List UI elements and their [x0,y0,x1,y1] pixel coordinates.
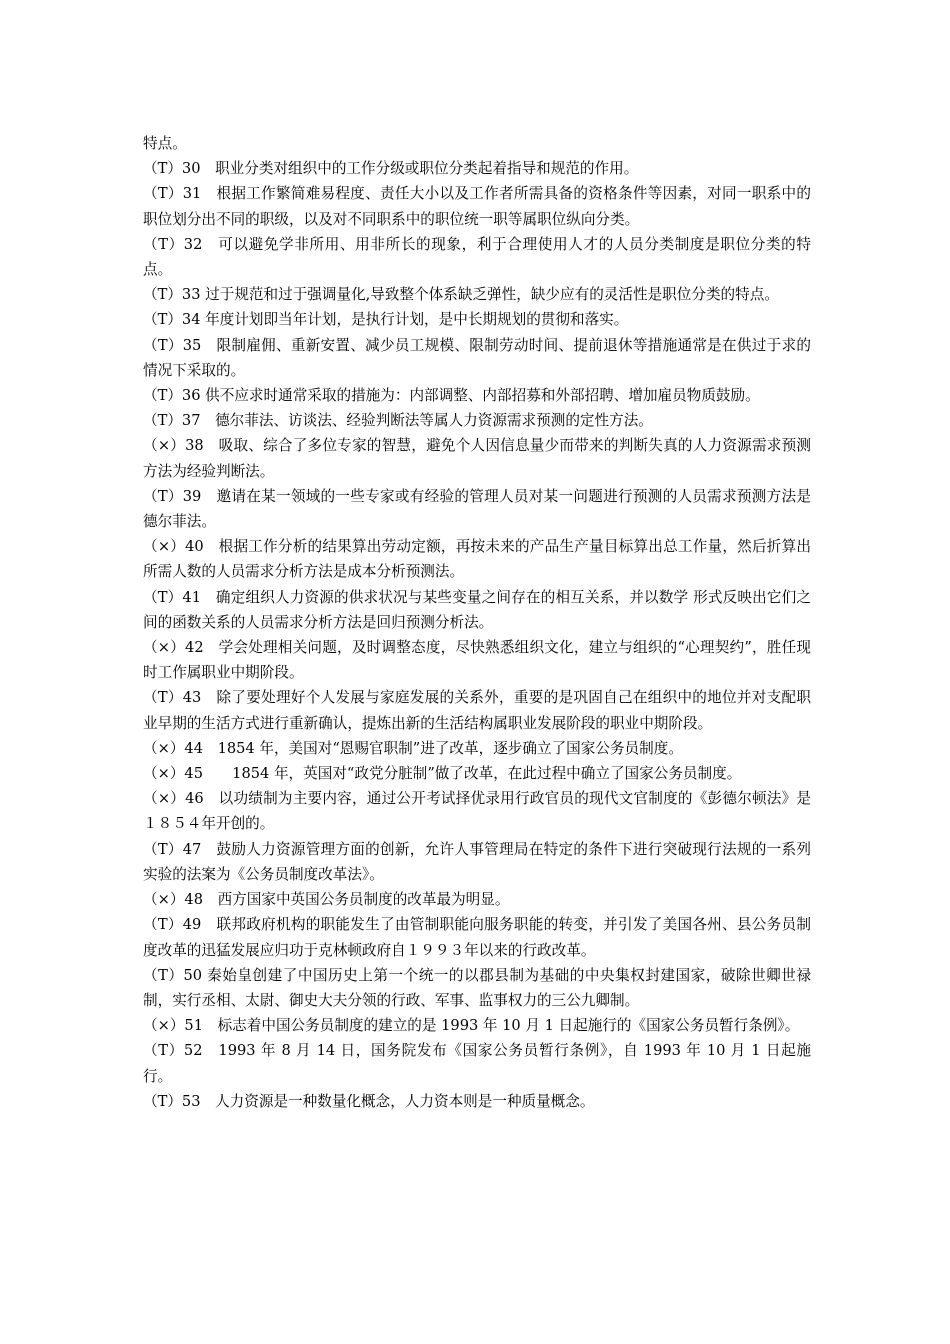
paragraph-4: （T）33 过于规范和过于强调量化,导致整个体系缺乏弹性，缺少应有的灵活性是职位分类的特点。 [143,286,779,304]
paragraph-7: （T）36 供不应求时通常采取的措施为：内部调整、内部招募和外部招聘、增加雇员物质鼓励。 [143,387,760,405]
paragraph-1: （T）30 职业分类对组织中的工作分级或职位分类起着指导和规范的作用。 [143,160,639,178]
paragraph-11: （×）40 根据工作分析的结果算出劳动定额，再按未来的产品生产量目标算出总工作量，然后折算出所需人数的人员需求分析方法是成本分析预测法。 [143,538,811,581]
paragraph-21: （T）50 秦始皇创建了中国历史上第一个统一的以郡县制为基础的中央集权封建国家，破除世卿世禄制，实行丞相、太尉、御史大夫分领的行政、军事、监事权力的三公九卿制。 [143,966,811,1009]
paragraph-16: （×）45 1854 年，英国对“政党分脏制”做了改革，在此过程中确立了国家公务员制度。 [143,765,742,783]
paragraph-18: （T）47 鼓励人力资源管理方面的创新，允许人事管理局在特定的条件下进行突破现行法规的一系列实验的法案为《公务员制度改革法》。 [143,840,811,883]
paragraph-22: （×）51 标志着中国公务员制度的建立的是 1993 年 10 月 1 日起施行的《国家公务员暂行条例》。 [143,1017,800,1035]
paragraph-5: （T）34 年度计划即当年计划，是执行计划，是中长期规划的贯彻和落实。 [143,311,629,329]
paragraph-24: （T）53 人力资源是一种数量化概念，人力资本则是一种质量概念。 [143,1092,595,1110]
paragraph-20: （T）49 联邦政府机构的职能发生了由管制职能向服务职能的转变，并引发了美国各州、县公务员制度改革的迅猛发展应归功于克林顿政府自１９９３年以来的行政改革。 [143,916,811,959]
paragraph-17: （×）46 以功绩制为主要内容，通过公开考试择优录用行政官员的现代文官制度的《彭德尔顿法》是１８５４年开创的。 [143,790,811,833]
document-body [143,131,811,1114]
paragraph-8: （T）37 德尔菲法、访谈法、经验判断法等属人力资源需求预测的定性方法。 [143,412,653,430]
paragraph-15: （×）44 1854 年，美国对“恩赐官职制”进了改革，逐步确立了国家公务员制度。 [143,739,683,757]
paragraph-23: （T）52 1993 年 8 月 14 日，国务院发布《国家公务员暂行条例》，自 1993 年 10 月 1 日起施行。 [143,1042,811,1085]
paragraph-0: 特点。 [143,135,187,152]
paragraph-6: （T）35 限制雇佣、重新安置、减少员工规模、限制劳动时间、提前退休等措施通常是在供过于求的情况下采取的。 [143,336,811,379]
paragraph-10: （T）39 邀请在某一领域的一些专家或有经验的管理人员对某一问题进行预测的人员需求预测方法是德尔菲法。 [143,487,811,531]
paragraph-19: （×）48 西方国家中英国公务员制度的改革最为明显。 [143,891,510,909]
paragraph-3: （T）32 可以避免学非所用、用非所长的现象，利于合理使用人才的人员分类制度是职位分类的特点。 [143,235,811,279]
paragraph-9: （×）38 吸取、综合了多位专家的智慧，避免个人因信息量少而带来的判断失真的人力资源需求预测方法为经验判断法。 [143,437,811,480]
paragraph-2: （T）31 根据工作繁简难易程度、责任大小以及工作者所需具备的资格条件等因素，对同一职系中的职位划分出不同的职级，以及对不同职系中的职位统一职等属职位纵向分类。 [143,185,811,228]
paragraph-14: （T）43 除了要处理好个人发展与家庭发展的关系外，重要的是巩固自己在组织中的地位并对支配职业早期的生活方式进行重新确认，提炼出新的生活结构属职业发展阶段的职业中期阶段。 [143,689,811,732]
paragraph-13: （×）42 学会处理相关问题，及时调整态度，尽快熟悉组织文化，建立与组织的“心理契约”，胜任现时工作属职业中期阶段。 [143,639,811,682]
paragraph-12: （T）41 确定组织人力资源的供求状况与某些变量之间存在的相互关系，并以数学 形式反映出它们之间的函数关系的人员需求分析方法是回归预测分析法。 [143,588,811,631]
